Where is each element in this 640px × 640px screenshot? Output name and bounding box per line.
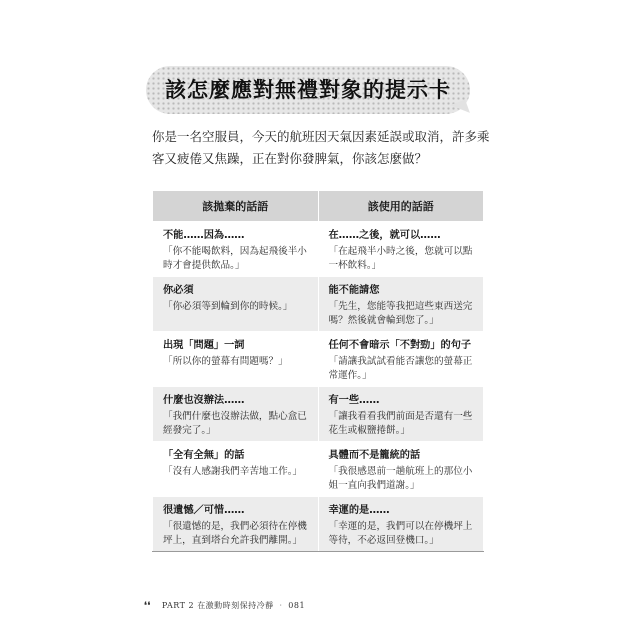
avoid-phrase: 什麼也沒辦法…… xyxy=(163,395,245,406)
quote-icon: ❛❛ xyxy=(144,601,151,611)
phrases-table xyxy=(152,190,484,552)
avoid-cell xyxy=(153,387,319,442)
use-phrase: 具體而不是籠統的話 xyxy=(328,450,421,461)
footer-separator: ‧ xyxy=(276,601,286,610)
table-row xyxy=(153,222,484,277)
table-row xyxy=(153,387,484,442)
header-use: 該使用的話語 xyxy=(318,191,484,222)
use-cell xyxy=(318,442,484,497)
use-phrase: 在……之後，就可以…… xyxy=(328,230,441,241)
avoid-cell xyxy=(153,332,319,387)
table-row xyxy=(153,332,484,387)
avoid-example: 「所以你的螢幕有問題嗎？」 xyxy=(163,356,288,367)
use-cell xyxy=(318,222,484,277)
page-footer xyxy=(144,600,305,611)
footer-section: 在激動時刻保持冷靜 xyxy=(197,601,274,610)
use-example: 「幸運的是，我們可以在停機坪上等待，不必返回登機口。」 xyxy=(328,521,473,546)
avoid-example: 「你必須等到輪到你的時候。」 xyxy=(163,301,293,312)
table-row xyxy=(153,497,484,552)
use-phrase: 能不能請您 xyxy=(328,285,380,296)
intro-paragraph: 你是一名空服員，今天的航班因天氣因素延誤或取消，許多乘客又疲倦又焦躁，正在對你發脾氣，你該怎麼做？ xyxy=(152,129,490,166)
use-example: 「請讓我試試看能否讓您的螢幕正常運作。」 xyxy=(328,356,473,381)
avoid-cell xyxy=(153,497,319,552)
avoid-cell xyxy=(153,222,319,277)
table-header-row xyxy=(153,191,484,222)
use-example: 「先生，您能等我把這些東西送完嗎？然後就會輪到您了。」 xyxy=(328,301,473,326)
use-cell xyxy=(318,387,484,442)
avoid-cell xyxy=(153,442,319,497)
footer-part: PART 2 xyxy=(161,601,195,610)
avoid-phrase: 很遺憾／可惜…… xyxy=(163,505,245,516)
use-phrase: 任何不會暗示「不對勁」的句子 xyxy=(328,340,472,351)
avoid-phrase: 你必須 xyxy=(163,285,194,296)
use-cell xyxy=(318,277,484,332)
avoid-cell xyxy=(153,277,319,332)
table-row xyxy=(153,442,484,497)
avoid-example: 「很遺憾的是，我們必須待在停機坪上，直到塔台允許我們離開。」 xyxy=(163,521,307,546)
use-cell xyxy=(318,332,484,387)
avoid-phrase: 「全有全無」的話 xyxy=(163,450,245,461)
avoid-example: 「你不能喝飲料，因為起飛後半小時才會提供飲品。」 xyxy=(163,246,307,271)
avoid-phrase: 不能……因為…… xyxy=(163,230,245,241)
use-cell xyxy=(318,497,484,552)
page-title: 該怎麼應對無禮對象的提示卡 xyxy=(165,77,451,102)
use-phrase: 幸運的是…… xyxy=(328,505,390,516)
page-number: 081 xyxy=(288,601,306,610)
avoid-example: 「沒有人感謝我們辛苦地工作。」 xyxy=(163,466,303,477)
avoid-example: 「我們什麼也沒辦法做，點心盒已經發完了。」 xyxy=(163,411,307,436)
table-row xyxy=(153,277,484,332)
use-example: 「我很感恩前一趟航班上的那位小姐一直向我們道謝。」 xyxy=(328,466,473,491)
header-avoid: 該拋棄的話語 xyxy=(153,191,319,222)
avoid-phrase: 出現「問題」一詞 xyxy=(163,340,245,351)
use-phrase: 有一些…… xyxy=(328,395,380,406)
use-example: 「在起飛半小時之後，您就可以點一杯飲料。」 xyxy=(328,246,473,271)
use-example: 「讓我看看我們前面是否還有一些花生或椒鹽捲餅。」 xyxy=(328,411,473,436)
